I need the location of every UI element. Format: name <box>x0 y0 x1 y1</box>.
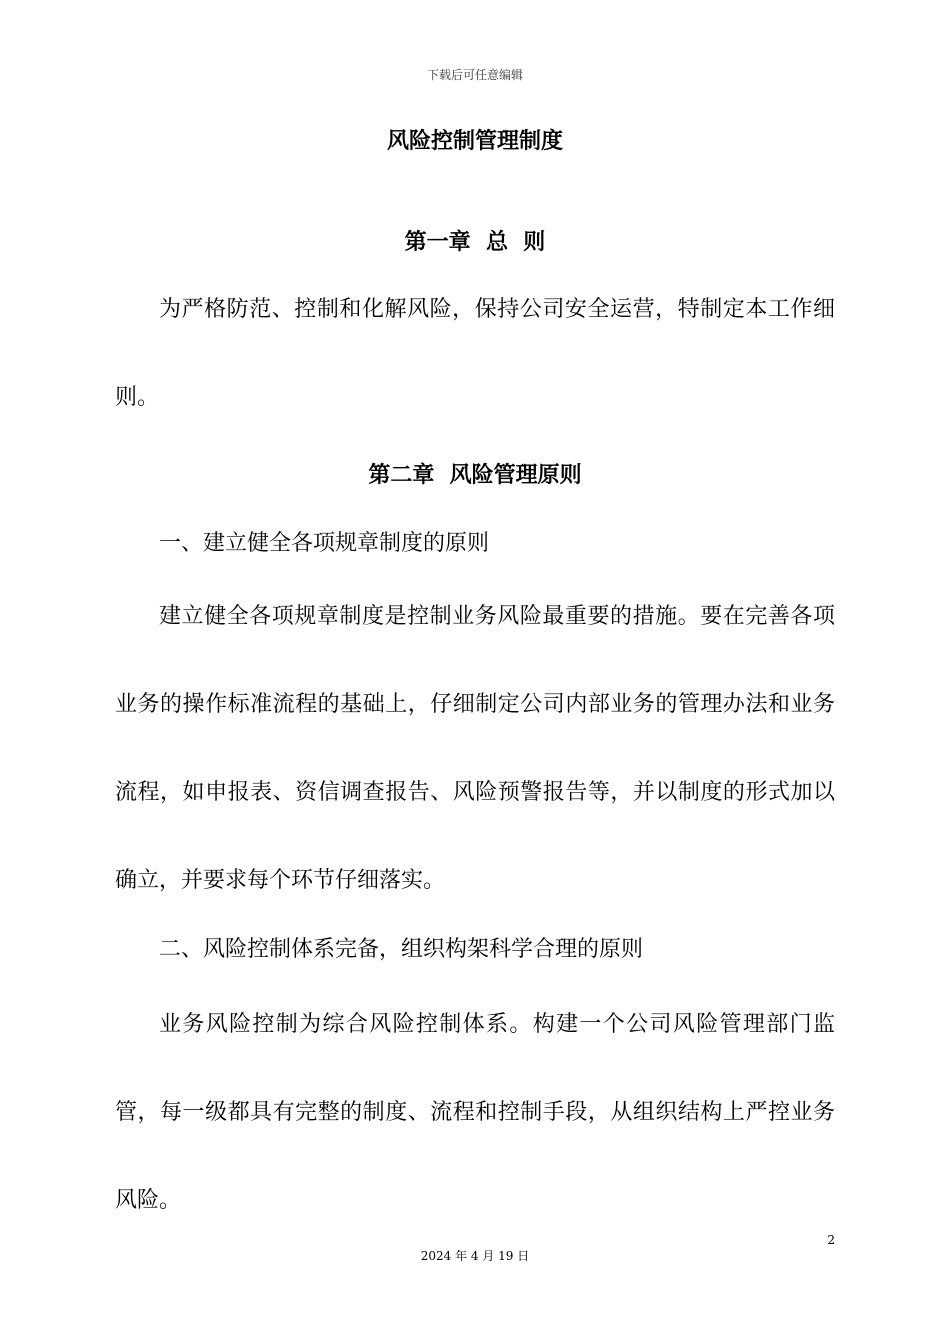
chapter-1-paragraph: 为严格防范、控制和化解风险，保持公司安全运营，特制定本工作细则。 <box>115 297 835 410</box>
header-note: 下载后可任意编辑 <box>426 68 523 82</box>
document-title: 风险控制管理制度 <box>386 129 563 154</box>
section-2-heading: 二、风险控制体系完备，组织构架科学合理的原则 <box>159 937 644 962</box>
chapter-2-heading: 第二章 风险管理原则 <box>368 463 582 488</box>
section-1-paragraph: 建立健全各项规章制度是控制业务风险最重要的措施。要在完善各项业务的操作标准流程的基础上，仔细制定公司内部业务的管理办法和业务流程，如申报表、资信调查报告、风险预警报告等，并以制度的形式加以确立，并要求每个环节仔细落实。 <box>115 604 835 893</box>
page-number: 2 <box>827 1233 835 1247</box>
chapter-1-heading: 第一章 总 则 <box>404 230 546 255</box>
footer-date: 2024 年 4 月 19 日 <box>420 1249 530 1263</box>
section-2-paragraph: 业务风险控制为综合风险控制体系。构建一个公司风险管理部门监管，每一级都具有完整的制度、流程和控制手段，从组织结构上严控业务风险。 <box>115 1012 835 1213</box>
section-1-heading: 一、建立健全各项规章制度的原则 <box>159 531 490 556</box>
